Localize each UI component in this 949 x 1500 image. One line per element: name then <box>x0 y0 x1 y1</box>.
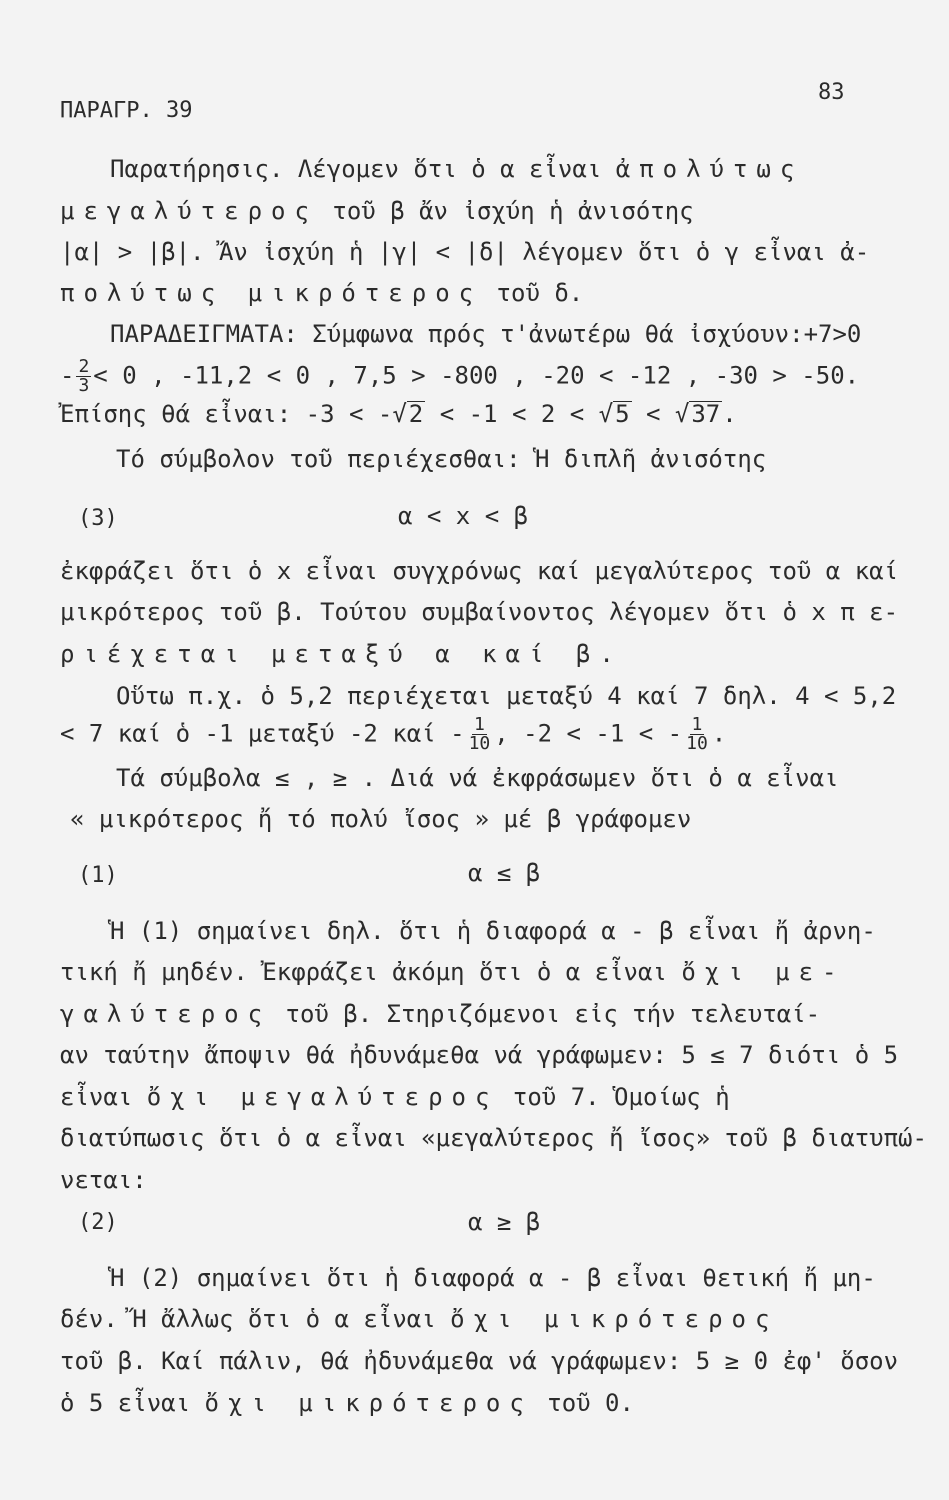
sqrt-symbol: √ <box>392 400 407 428</box>
double-ineq-line-3: μικρότερος τοῦ β. Τούτου συμβαίνοντος λέγομεν ὅτι ὁ x π ε- <box>60 598 899 626</box>
sqrt-symbol: √ <box>598 400 614 428</box>
examples-line-3: Ἐπίσης θά εἶναι: -3 < -√2 < -1 < 2 < √5 < √37. <box>60 400 737 428</box>
p2-line-4: ὁ 5 εἶναι ὄχι μικρότερος τοῦ 0. <box>60 1389 634 1417</box>
p1-line-4: αν ταύτην ἄποψιν θά ἠδυνάμεθα νά γράφωμεν: 5 ≤ 7 διότι ὁ 5 <box>60 1041 899 1069</box>
remark-text: τοῦ δ. <box>482 279 584 307</box>
equation-1: α ≤ β <box>468 859 541 887</box>
p1-line-1: Ἡ (1) σημαίνει δηλ. ὅτι ἡ διαφορά α - β εἶναι ἤ ἀρνη- <box>110 917 876 945</box>
p1-line-2: τική ἤ μηδέν. Ἐκφράζει ἀκόμη ὅτι ὁ α εἶναι ὄχι με- <box>60 958 846 986</box>
fraction-two-thirds: $\frac{2}{3}$ <box>78 356 90 396</box>
sqrt-symbol: √ <box>674 400 690 428</box>
double-ineq-line-2: ἐκφράζει ὅτι ὁ x εἶναι συγχρόνως καί μεγαλύτερος τοῦ α καί <box>60 557 899 585</box>
spaced-term: ὄχι μεγαλύτερος <box>146 1083 499 1111</box>
sqrt-arg: 2 <box>408 400 424 428</box>
p1-line-3: γαλύτερος τοῦ β. Στηριζόμενοι εἰς τήν τελευταί- <box>60 1000 821 1028</box>
spaced-term: μεγαλύτερος <box>60 197 318 225</box>
example2-line-2: < 7 καί ὁ -1 μεταξύ -2 καί - $\frac{1}{10}$ , -2 < -1 < - $\frac{1}{10}$ . <box>60 714 727 754</box>
equation-2: α ≥ β <box>468 1208 541 1236</box>
equation-label-1: (1) <box>78 863 118 888</box>
remark-line-2 <box>60 197 694 226</box>
spaced-term: ὄχι μικρότερος <box>450 1305 779 1333</box>
spaced-term: ἀπολύτως <box>615 155 804 183</box>
fraction-one-tenth: $\frac{1}{10}$ <box>468 714 491 754</box>
page-number: 83 <box>818 80 845 105</box>
p2-line-2: δέν. Ἤ ἄλλως ὅτι ὁ α εἶναι ὄχι μικρότερος <box>60 1305 779 1333</box>
remark-line-1 <box>110 155 803 184</box>
spaced-term: ὄχι μικρότερος <box>204 1389 533 1417</box>
symbols-line-1: Τά σύμβολα ≤ , ≥ . Διά νά ἐκφράσωμεν ὅτι ὁ α εἶναι <box>116 764 839 792</box>
spaced-term: ὄχι με- <box>681 958 846 986</box>
section-header: ΠΑΡΑΓΡ. 39 <box>60 98 193 123</box>
examples-line-2: - $\frac{2}{3}$ < 0 , -11,2 < 0 , 7,5 > -800 , -20 < -12 , -30 > -50. <box>60 356 860 396</box>
spaced-term: πολύτως μικρότερος <box>60 279 483 307</box>
p2-line-1: Ἡ (2) σημαίνει ὅτι ἡ διαφορά α - β εἶναι θετική ἤ μη- <box>110 1264 876 1292</box>
remark-line-4 <box>60 279 583 308</box>
remark-text: Παρατήρησις. Λέγομεν ὅτι ὁ α εἶναι <box>110 155 616 183</box>
remark-text: τοῦ β ἄν ἰσχύη ἡ ἀνισότης <box>317 197 694 225</box>
double-ineq-line-1: Τό σύμβολον τοῦ περιέχεσθαι: Ἡ διπλῆ ἀνισότης <box>116 445 767 473</box>
spaced-term: γαλύτερος <box>60 1000 272 1028</box>
double-ineq-line-4: ριέχεται μεταξύ α καί β. <box>60 640 623 668</box>
example2-line-1: Οὕτω π.χ. ὁ 5,2 περιέχεται μεταξύ 4 καί 7 δηλ. 4 < 5,2 <box>116 682 897 710</box>
sqrt-arg: 5 <box>615 400 630 428</box>
fraction-one-tenth: $\frac{1}{10}$ <box>686 714 708 754</box>
remark-line-3: |α| > |β|. Ἄν ἰσχύη ἡ |γ| < |δ| λέγομεν ὅτι ὁ γ εἶναι ἀ- <box>60 238 870 266</box>
p1-line-5: εἶναι ὄχι μεγαλύτερος τοῦ 7. Ὁμοίως ἡ <box>60 1083 730 1111</box>
p1-line-7: νεται: <box>60 1166 147 1194</box>
p1-line-6: διατύπωσις ὅτι ὁ α εἶναι «μεγαλύτερος ἤ ἴσος» τοῦ β διατυπώ- <box>60 1124 927 1152</box>
sqrt-arg: 37 <box>691 400 721 428</box>
p2-line-3: τοῦ β. Καί πάλιν, θά ἠδυνάμεθα νά γράφωμεν: 5 ≥ 0 ἐφ' ὅσον <box>60 1347 899 1375</box>
equation-3: α < x < β <box>398 502 529 530</box>
equation-label-2: (2) <box>78 1210 118 1235</box>
examples-line-1: ΠΑΡΑΔΕΙΓΜΑΤΑ: Σύμφωνα πρός τ'ἀνωτέρω θά ἰσχύουν:+7>0 <box>110 320 862 348</box>
symbols-line-2: « μικρότερος ἤ τό πολύ ἴσος » μέ β γράφομεν <box>70 805 692 833</box>
equation-label-3: (3) <box>78 506 118 531</box>
